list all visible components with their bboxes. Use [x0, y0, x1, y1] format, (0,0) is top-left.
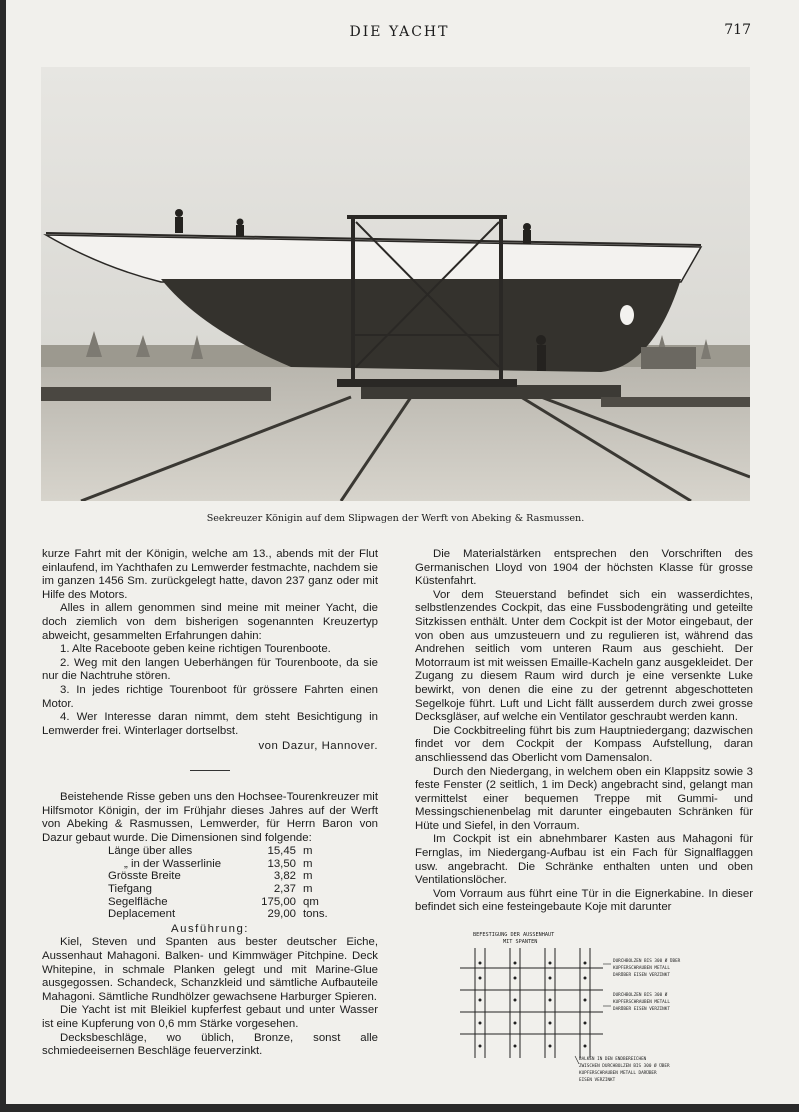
dimension-value: 175,00 [261, 895, 296, 908]
paragraph: Vor dem Steuerstand befindet sich ein wasserdichtes, selbstlenzendes Cockpit, das eine Fussbodengräting und geteilte Sitzkissen enthält. Unter dem Cockpit ist der Motor eingebaut, der von oben aus umzusteuern und zu regulieren ist, während das Andrehen seitlich vom unteren Raum aus geschieht. Der Motorraum ist mit weissen Emaille-Kacheln ganz ausgekleidet. Der Zugang zu diesem Raum wird durch je eine versenkte Luke bewirkt, von denen die eine zu der getrennt abgeschotteten Segelkoje führt. Luft und Licht fällt ausserdem durch zwei grosse Decksgläser, auf welche ein Ventilator geschraubt werden kann. [415, 588, 753, 724]
table-row [108, 908, 328, 921]
drawing-note: DARÜBER EISEN VERZINKT [613, 973, 670, 978]
scan-edge [0, 0, 6, 1112]
dimension-label: Segelfläche [108, 895, 168, 908]
table-row [108, 858, 328, 871]
table-row [108, 896, 328, 909]
dimensions-table [108, 845, 328, 921]
dimension-label: Deplacement [108, 908, 176, 921]
drawing-note: KUPFERSCHRAUBEN METALL [613, 1000, 670, 1005]
dimension-value: 3,82 [273, 870, 296, 883]
drawing-note: DURCHBOLZEN BIS 300 Ø [613, 993, 668, 998]
drawing-note: DURCHBOLZEN BIS 300 Ø ÜBER [613, 959, 681, 964]
dimension-unit: m [303, 845, 313, 858]
dimension-label: Tiefgang [108, 883, 152, 896]
figure-caption: Seekreuzer Königin auf dem Slipwagen der Werft von Abeking & Rasmussen. [206, 513, 585, 524]
right-column [415, 548, 753, 915]
dimension-unit: m [303, 870, 313, 883]
hull-fastening-drawing [455, 928, 745, 1088]
drawing-note: BALKEN IN DEN ENDBEREICHEN [579, 1057, 647, 1062]
table-row [108, 870, 328, 883]
page-number: 717 [724, 22, 751, 38]
table-row [108, 883, 328, 896]
author-signature: von Dazur, Hannover. [258, 740, 378, 753]
paragraph: Beistehende Risse geben uns den Hochsee-Tourenkreuzer mit Hilfsmotor Königin, der im Frühjahr dieses Jahres auf der Werft von Abeking & Rasmussen, Lemwerder, für Herrn Baron von Dazur gebaut wurde. Die Dimensionen sind folgende: [42, 790, 378, 844]
section-divider [190, 770, 230, 771]
paragraph: Die Cockbitreeling führt bis zum Hauptniedergang; dazwischen findet vor dem Cockpit der Kompass Aufstellung, daran anschliessend das Oberlicht vom Damensalon. [415, 724, 753, 764]
list-item: 1. Alte Raceboote geben keine richtigen Tourenboote. [60, 643, 331, 656]
drawing-subtitle: MIT SPANTEN [503, 939, 538, 945]
drawing-note: ZWISCHEN DURCHBOLZEN BIS 300 Ø ÜBER [579, 1064, 670, 1069]
dimension-unit: tons. [303, 908, 328, 921]
dimension-unit: qm [303, 895, 319, 908]
dimension-value: 2,37 [273, 883, 296, 896]
dimension-label: Grösste Breite [108, 870, 181, 883]
paragraph: Kiel, Steven und Spanten aus bester deutscher Eiche, Aussenhaut Mahagoni. Balken- und Kimmwäger Pitchpine. Deck Whitepine, in schmale Planken gelegt und mit Marine-Glue ausgegossen. Schandeck, Schanzkleid und sämtliche Aufbauteile Mahagoni. Sämtliche Rundhölzer gewachsene Harburger Spieren. [42, 936, 378, 1003]
left-column [42, 548, 378, 1059]
paragraph: Die Yacht ist mit Bleikiel kupferfest gebaut und unter Wasser ist eine Kupferung von 0,6 mm Stärke vorgesehen. [42, 1004, 378, 1030]
dimension-label: „ in der Wasserlinie [124, 857, 222, 870]
table-row [108, 845, 328, 858]
list-item: 4. Wer Interesse daran nimmt, dem steht Besichtigung in Lemwerder frei. Winterlager dortselbst. [42, 711, 378, 737]
drawing-title: BEFESTIGUNG DER AUSSENHAUT [473, 932, 555, 938]
dimension-unit: m [303, 857, 313, 870]
running-head: DIE YACHT [349, 24, 450, 40]
paragraph: Durch den Niedergang, in welchem oben ein Klappsitz sowie 3 feste Fenster (2 seitlich, 1 im Deck) angebracht sind, gelangt man vermittelst einer bequemen Treppe mit Gummi- und Messingschienenbelag mit darunter eingebauten Schränken für Hüte und Siefel, in den Vorraum. [415, 765, 753, 832]
list-item: 3. In jedes richtige Tourenboot für grössere Fahrten einen Motor. [42, 683, 378, 710]
scan-edge-bottom [0, 1104, 799, 1112]
drawing-note: DARÜBER EISEN VERZINKT [613, 1007, 670, 1012]
yacht-photo [41, 67, 750, 501]
paragraph: kurze Fahrt mit der Königin, welche am 13., abends mit der Flut einlaufend, im Yachthafen zu Lemwerder festmachte, nachdem sie im ganzen 1456 Sm. zurückgelegt hatte, davon 237 ganz oder mit Hilfe des Motors. [42, 548, 378, 601]
dimension-value: 13,50 [267, 857, 296, 870]
drawing-note: EISEN VERZINKT [579, 1078, 616, 1083]
paragraph: Im Cockpit ist ein abnehmbarer Kasten aus Mahagoni für Fernglas, im Niedergang-Aufbau ist ein Fach für Signalflaggen usw. angebracht. Die Schränke enthalten unten und oben Ventilationslöcher. [415, 833, 753, 887]
list-item: 2. Weg mit den langen Ueberhängen für Tourenboote, da sie nur die Nachtruhe stören. [42, 656, 378, 683]
paragraph: Die Materialstärken entsprechen den Vorschriften des Germanischen Lloyd von 1904 der höchsten Klasse für grosse Küstenfahrt. [415, 548, 753, 588]
dimension-unit: m [303, 883, 313, 896]
paragraph: Vom Vorraum aus führt eine Tür in die Eignerkabine. In dieser befindet sich eine festeingebaute Koje mit darunter [415, 887, 753, 914]
dimension-value: 29,00 [267, 908, 296, 921]
drawing-note: KUPFERSCHRAUBEN METALL [613, 966, 670, 971]
dimension-value: 15,45 [267, 845, 296, 858]
paragraph: Decksbeschläge, wo üblich, Bronze, sonst alle schmiedeeisernen Beschläge feuerverzinkt. [42, 1031, 378, 1058]
section-heading: Ausführung: [171, 922, 249, 935]
dimension-label: Länge über alles [108, 845, 193, 858]
paragraph: Alles in allem genommen sind meine mit meiner Yacht, die doch ziemlich von dem bisherigen sogenannten Kreuzertyp abweicht, gesammelten Erfahrungen dahin: [42, 602, 378, 642]
drawing-note: KUPFERSCHRAUBEN METALL DARÜBER [579, 1071, 657, 1076]
